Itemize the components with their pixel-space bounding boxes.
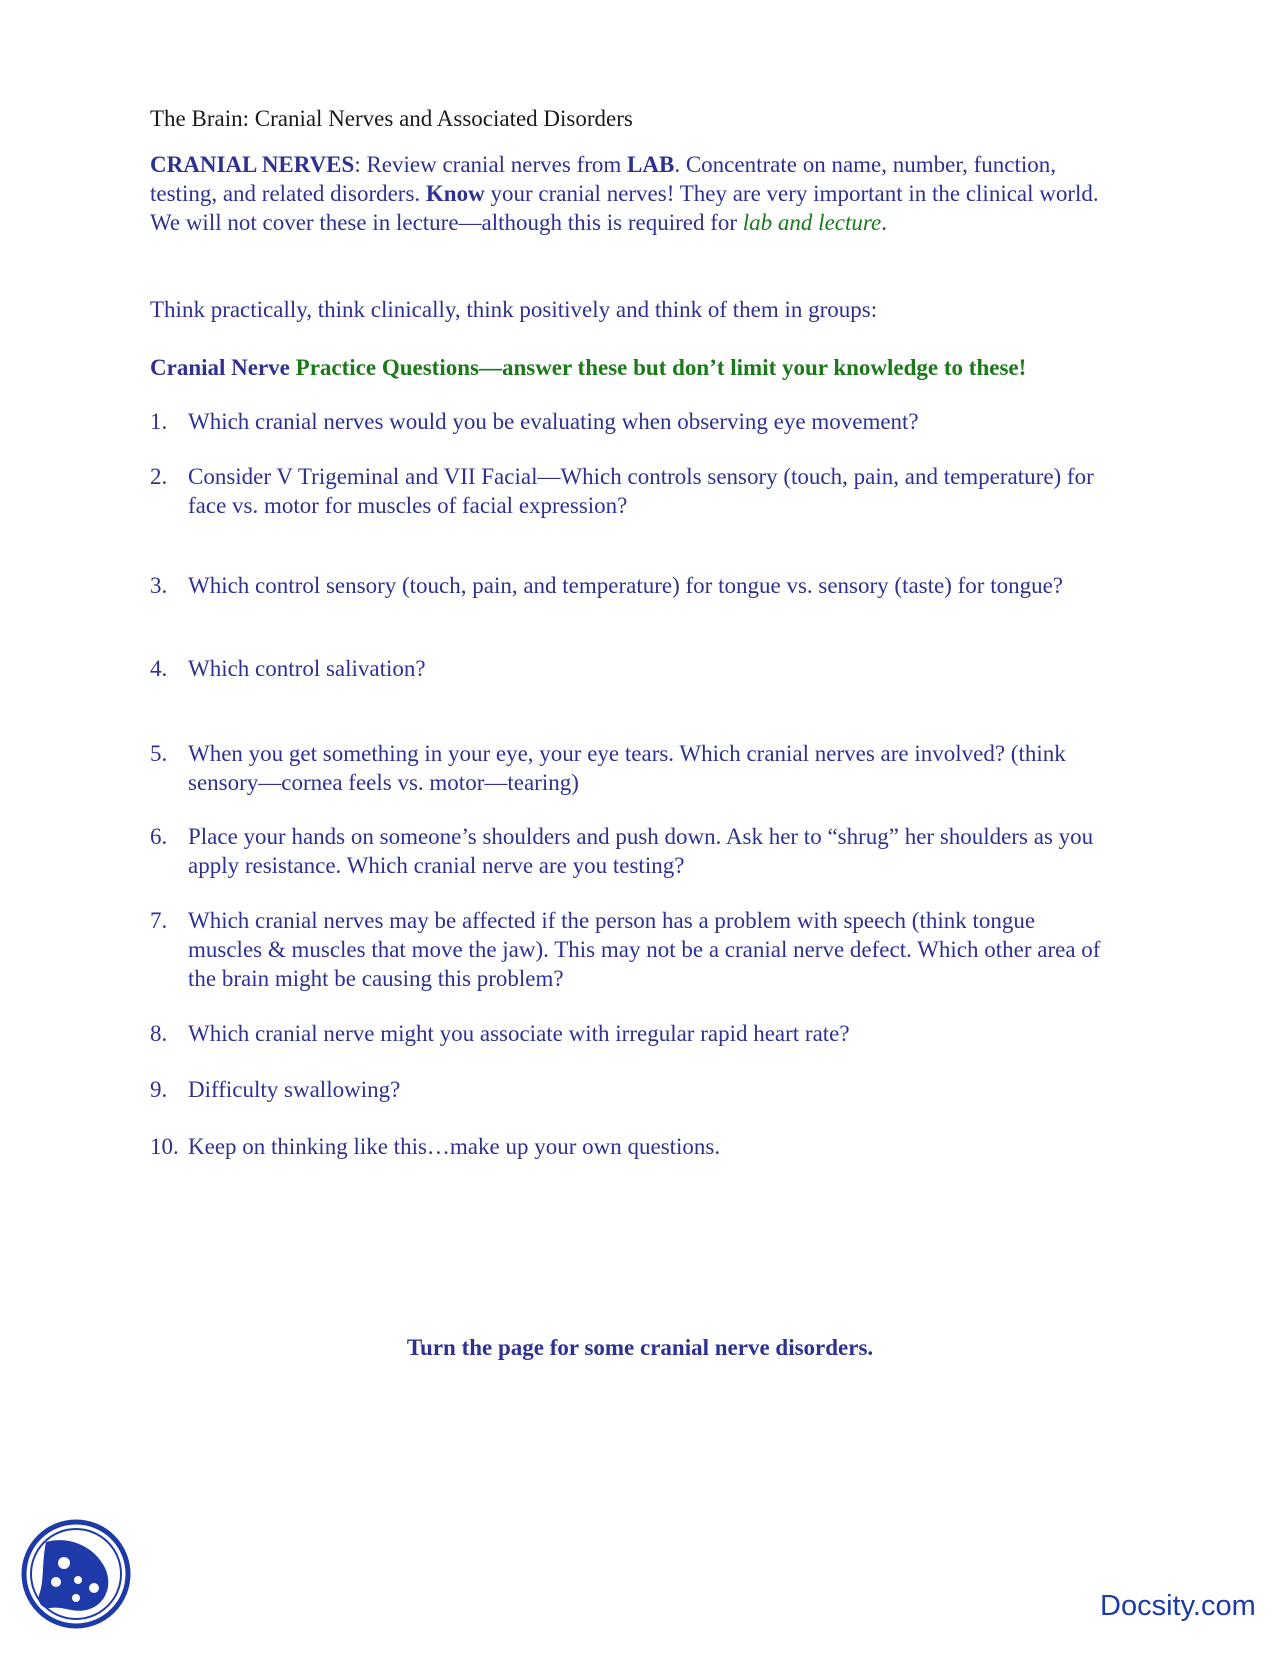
document-title: The Brain: Cranial Nerves and Associated Disorders	[150, 106, 633, 131]
question-number: 8.	[150, 1021, 168, 1046]
question-number: 1.	[150, 409, 168, 434]
question-text: Consider V Trigeminal and VII Facial—Which controls sensory (touch, pain, and temperature) for face vs. motor for muscles of facial expression?	[188, 464, 1094, 518]
intro-end: .	[881, 210, 887, 235]
practice-heading-blue: Cranial Nerve	[150, 355, 290, 380]
question-number: 5.	[150, 741, 168, 766]
question-text: Difficulty swallowing?	[188, 1077, 401, 1102]
footer-note: Turn the page for some cranial nerve disorders.	[406, 1335, 874, 1360]
intro-lab: LAB	[627, 152, 675, 177]
intro-lab-lecture: lab and lecture	[742, 210, 882, 235]
question-item	[150, 906, 1110, 993]
question-item	[150, 739, 1110, 797]
intro-paragraph	[150, 150, 1110, 237]
question-text: Which cranial nerve might you associate with irregular rapid heart rate?	[188, 1021, 850, 1046]
question-number: 3.	[150, 573, 168, 598]
question-number: 6.	[150, 824, 168, 849]
think-line: Think practically, think clinically, think positively and think of them in groups:	[150, 297, 878, 322]
docsity-logo-icon[interactable]	[20, 1518, 132, 1630]
practice-heading	[150, 353, 1026, 382]
question-item	[150, 654, 1110, 683]
question-item	[150, 822, 1110, 880]
question-item	[150, 1132, 1110, 1161]
intro-know: Know	[425, 181, 485, 206]
intro-text-2: . Concentrate on name, number, function, testing, and related disorders.	[150, 152, 1056, 206]
question-text: Which control sensory (touch, pain, and temperature) for tongue vs. sensory (taste) for tongue?	[188, 573, 1063, 598]
question-number: 9.	[150, 1077, 168, 1102]
question-text: Which control salivation?	[188, 656, 426, 681]
question-number: 4.	[150, 656, 168, 681]
question-text: When you get something in your eye, your eye tears. Which cranial nerves are involved? (think sensory—cornea feels vs. motor—tearing)	[188, 741, 1066, 795]
docsity-brand-link[interactable]: Docsity.com	[1100, 1590, 1256, 1622]
question-item	[150, 407, 1110, 436]
question-item	[150, 1019, 1110, 1048]
intro-text-3: your cranial nerves! They are very important in the clinical world. We will not cover these in lecture—although this is required for	[150, 181, 1099, 235]
practice-heading-green: Practice Questions—answer these but don’t limit your knowledge to these!	[289, 355, 1027, 380]
intro-text-1: : Review cranial nerves from	[354, 152, 628, 177]
question-number: 2.	[150, 464, 168, 489]
intro-lead: CRANIAL NERVES	[150, 152, 355, 177]
question-number: 10.	[150, 1134, 179, 1159]
question-text: Which cranial nerves would you be evaluating when observing eye movement?	[188, 409, 919, 434]
question-text: Keep on thinking like this…make up your own questions.	[188, 1134, 721, 1159]
question-item	[150, 571, 1110, 600]
question-text: Which cranial nerves may be affected if the person has a problem with speech (think tongue muscles & muscles that move the jaw). This may not be a cranial nerve defect. Which other area of the brain might be causing this problem?	[188, 908, 1101, 991]
question-item	[150, 462, 1110, 520]
question-text: Place your hands on someone’s shoulders and push down. Ask her to “shrug” her shoulders as you apply resistance. Which cranial nerve are you testing?	[188, 824, 1094, 878]
question-item	[150, 1075, 1110, 1104]
question-number: 7.	[150, 908, 168, 933]
